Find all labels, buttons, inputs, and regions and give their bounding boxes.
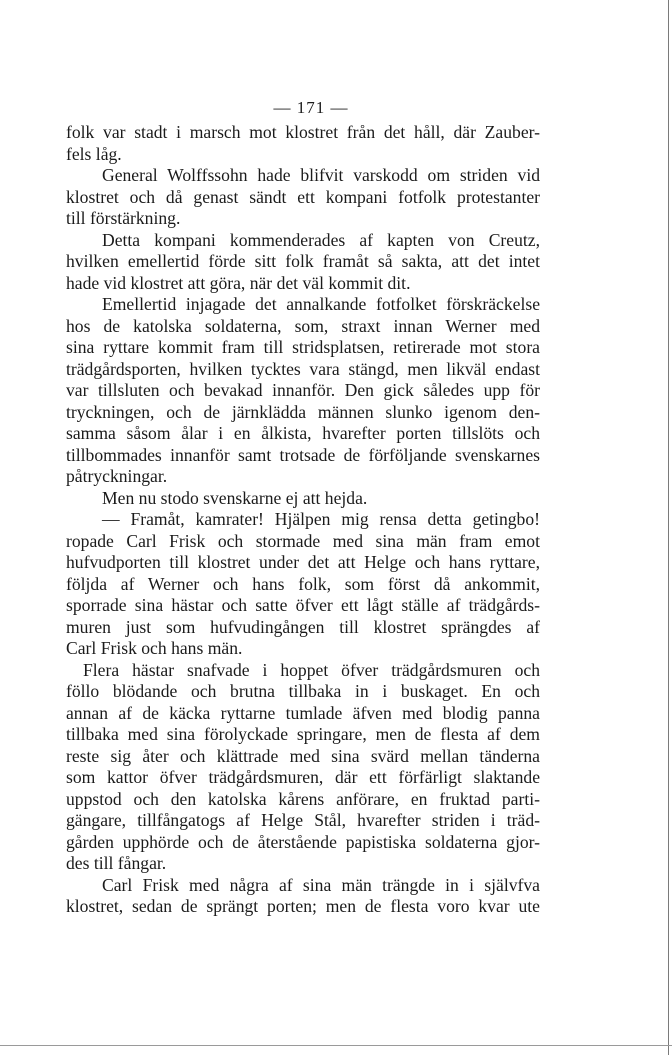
text-line: Men nu stodo svenskarne ej att hejda. [102, 487, 368, 508]
text-line: gängare, tillfångatogs af Helge Stål, hvarefter striden i träd- [66, 810, 540, 830]
page-number: — 171 — [273, 98, 349, 117]
text-line: Carl Frisk och hans män. [66, 638, 243, 658]
text-line: ropade Carl Frisk och stormade med sina män fram emot [66, 530, 540, 551]
text-line: påtryckningar. [66, 466, 168, 486]
text-line: Emellertid injagade det annalkande fotfolket förskräckelse [102, 294, 540, 314]
text-line: des till fångar. [66, 853, 167, 873]
scan-edge-right [668, 0, 669, 1055]
text-line: sporrade sina hästar och satte öfver ett lågt ställe af trädgårds- [66, 595, 540, 615]
text-line: följda af Werner och hans folk, som först då ankommit, [66, 573, 540, 594]
text-line: folk var stadt i marsch mot klostret från det håll, där Zauber- [66, 122, 540, 142]
text-line: klostret, sedan de sprängt porten; men de flesta voro kvar ute [66, 896, 540, 916]
paragraph [66, 165, 540, 230]
text-line: General Wolffssohn hade blifvit varskodd om striden vid [102, 165, 540, 185]
paragraph [66, 660, 540, 875]
body-text [66, 122, 540, 918]
text-line: sina ryttare kommit fram till stridsplatsen, retirerade mot stora [66, 337, 540, 357]
text-line: till förstärkning. [66, 208, 181, 228]
paragraph [66, 488, 540, 510]
text-line: reste sig åter och klättrade med sina svärd mellan tänderna [66, 745, 540, 766]
text-line: trädgårdsporten, hvilken tycktes vara stängd, men likväl endast [66, 358, 540, 379]
text-line: Detta kompani kommenderades af kapten von Creutz, [102, 229, 540, 250]
book-page [66, 96, 540, 918]
text-line: Carl Frisk med några af sina män trängde in i självfva [102, 874, 540, 895]
scan-edge-bottom [0, 1045, 672, 1046]
text-line: annan af de käcka ryttarne tumlade äfven med blodig panna [66, 702, 540, 723]
text-line: tryckningen, och de järnklädda männen slunko igenom den- [66, 401, 540, 422]
paragraph [66, 230, 540, 295]
text-line: gården upphörde och de återstående papistiska soldaterna gjor- [66, 831, 540, 852]
text-line: klostret och då genast sändt ett kompani fotfolk protestanter [66, 186, 540, 207]
text-line: som kattor öfver trädgårdsmuren, där ett förfärligt slaktande [66, 767, 540, 787]
text-line: hvilken emellertid förde sitt folk framåt så sakta, att det intet [66, 251, 540, 271]
text-line: samma såsom ålar i en ålkista, hvarefter porten tillslöts och [66, 423, 540, 443]
text-line: hufvudporten till klostret under det att Helge och hans ryttare, [66, 552, 540, 572]
text-line: var tillsluten och bevakad innanför. Den gick således upp för [66, 380, 540, 400]
text-line: tillbommades innanför samt trotsade de förföljande svenskarnes [66, 444, 540, 465]
text-line: tillbaka med sina förolyckade springare, men de flesta af dem [66, 724, 540, 744]
text-line: Flera hästar snafvade i hoppet öfver trädgårdsmuren och [83, 659, 540, 680]
text-line: hade vid klostret att göra, när det väl kommit dit. [66, 272, 411, 293]
paragraph [66, 294, 540, 488]
text-line: fels låg. [66, 143, 122, 164]
text-line: uppstod och den katolska kårens anförare, en fruktad parti- [66, 788, 540, 809]
paragraph [66, 122, 540, 165]
paragraph [66, 509, 540, 660]
text-line: hos de katolska soldaterna, som, straxt innan Werner med [66, 315, 540, 336]
text-line: — Framåt, kamrater! Hjälpen mig rensa detta getingbo! [102, 509, 540, 529]
paragraph [66, 875, 540, 918]
text-line: föllo blödande och brutna tillbaka in i buskaget. En och [66, 681, 540, 701]
text-line: muren just som hufvudingången till klostret sprängdes af [66, 616, 540, 637]
